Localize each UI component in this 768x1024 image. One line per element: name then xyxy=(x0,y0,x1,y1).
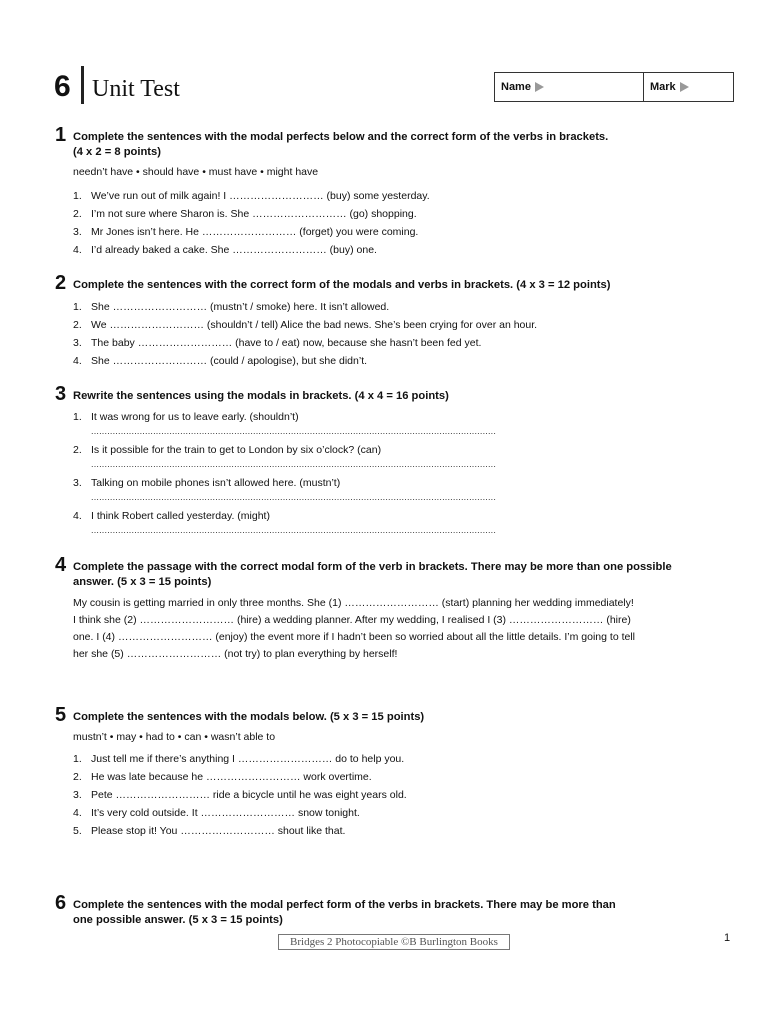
section-6-title xyxy=(73,898,733,928)
answer-line[interactable]: ...................................................................................................................................................... xyxy=(91,426,497,436)
list-item xyxy=(73,187,430,205)
section-3-list xyxy=(73,408,497,540)
item-number: 3. xyxy=(73,477,82,489)
item-number: 4. xyxy=(73,510,82,522)
section-1-list xyxy=(73,187,430,259)
section-6-title-line1: Complete the sentences with the modal perfect form of the verbs in brackets. There may be more than xyxy=(73,899,616,911)
section-1-title-line2: (4 x 2 = 8 points) xyxy=(73,146,161,158)
answer-line[interactable]: ...................................................................................................................................................... xyxy=(91,492,497,502)
item-number: 1. xyxy=(73,753,82,765)
list-item xyxy=(73,316,537,334)
footer-copyright: Bridges 2 Photocopiable ©B Burlington Books xyxy=(278,934,510,950)
item-text: Talking on mobile phones isn’t allowed here. (mustn’t) xyxy=(91,477,341,489)
item-text: I’d already baked a cake. She ……………………… (buy) one. xyxy=(91,244,377,256)
item-number: 2. xyxy=(73,444,82,456)
item-number: 4. xyxy=(73,807,82,819)
section-4-number: 4 xyxy=(55,554,67,576)
list-item xyxy=(73,205,430,223)
section-2-title: Complete the sentences with the correct form of the modals and verbs in brackets. (4 x 3 = 12 points) xyxy=(73,279,611,291)
item-text: We ……………………… (shouldn’t / tell) Alice the bad news. She’s been crying for over an hour. xyxy=(91,319,538,331)
section-4-title-line1: Complete the passage with the correct modal form of the verb in brackets. There may be more than one possible xyxy=(73,561,672,573)
section-2-list xyxy=(73,298,537,370)
list-item xyxy=(73,298,537,316)
section-1-word-box: needn’t have • should have • must have • might have xyxy=(73,166,319,178)
list-item xyxy=(73,474,497,507)
section-3-number: 3 xyxy=(55,383,67,405)
item-number: 2. xyxy=(73,319,82,331)
list-item xyxy=(73,507,497,540)
item-text: Is it possible for the train to get to London by six o’clock? (can) xyxy=(91,444,382,456)
section-1-number: 1 xyxy=(55,124,67,146)
list-item xyxy=(73,750,407,768)
section-6-title-line2: one possible answer. (5 x 3 = 15 points) xyxy=(73,914,283,926)
list-item xyxy=(73,441,497,474)
answer-line[interactable]: ...................................................................................................................................................... xyxy=(91,459,497,469)
item-number: 1. xyxy=(73,411,82,423)
section-5-list xyxy=(73,750,407,840)
item-number: 4. xyxy=(73,244,82,256)
list-item xyxy=(73,334,537,352)
item-number: 3. xyxy=(73,226,82,238)
page-number: 1 xyxy=(724,932,731,944)
passage-line: My cousin is getting married in only three months. She (1) ……………………… (start) planning her wedding immediately! xyxy=(73,597,634,609)
item-number: 1. xyxy=(73,190,82,202)
name-mark-box xyxy=(494,72,734,102)
item-text: It was wrong for us to leave early. (shouldn’t) xyxy=(91,411,299,423)
section-5-word-box: mustn’t • may • had to • can • wasn’t able to xyxy=(73,731,276,743)
section-6-number: 6 xyxy=(55,892,67,914)
page-title: Unit Test xyxy=(92,76,180,102)
item-text: We’ve run out of milk again! I ……………………… (buy) some yesterday. xyxy=(91,190,430,202)
section-4-title xyxy=(73,560,733,590)
list-item xyxy=(73,408,497,441)
section-1-title xyxy=(73,130,733,160)
passage-line: her she (5) ……………………… (not try) to plan everything by herself! xyxy=(73,648,398,660)
item-number: 1. xyxy=(73,301,82,313)
mark-field[interactable] xyxy=(644,73,733,101)
item-text: Pete ……………………… ride a bicycle until he was eight years old. xyxy=(91,789,407,801)
item-number: 3. xyxy=(73,789,82,801)
unit-number: 6 xyxy=(54,70,71,103)
item-text: I’m not sure where Sharon is. She ……………………… (go) shopping. xyxy=(91,208,417,220)
list-item xyxy=(73,223,430,241)
passage-line: I think she (2) ……………………… (hire) a wedding planner. After my wedding, I realised I (3) ……………………… (hire) xyxy=(73,614,631,626)
section-5-title: Complete the sentences with the modals below. (5 x 3 = 15 points) xyxy=(73,711,425,723)
item-number: 4. xyxy=(73,355,82,367)
section-2-number: 2 xyxy=(55,272,67,294)
item-text: It’s very cold outside. It ……………………… snow tonight. xyxy=(91,807,360,819)
list-item xyxy=(73,822,407,840)
list-item xyxy=(73,241,430,259)
item-text: Just tell me if there’s anything I ……………………… do to help you. xyxy=(91,753,405,765)
section-4-passage xyxy=(73,595,713,663)
item-number: 2. xyxy=(73,771,82,783)
arrow-right-icon xyxy=(535,82,544,92)
name-field[interactable] xyxy=(495,73,644,101)
item-number: 2. xyxy=(73,208,82,220)
section-1-title-line1: Complete the sentences with the modal perfects below and the correct form of the verbs in brackets. xyxy=(73,131,609,143)
item-text: She ……………………… (could / apologise), but she didn’t. xyxy=(91,355,368,367)
item-number: 5. xyxy=(73,825,82,837)
answer-line[interactable]: ...................................................................................................................................................... xyxy=(91,525,497,535)
item-text: The baby ……………………… (have to / eat) now, because she hasn’t been fed yet. xyxy=(91,337,482,349)
item-text: Mr Jones isn’t here. He ……………………… (forget) you were coming. xyxy=(91,226,419,238)
title-divider xyxy=(81,66,84,104)
item-text: I think Robert called yesterday. (might) xyxy=(91,510,270,522)
list-item xyxy=(73,804,407,822)
passage-line: one. I (4) ……………………… (enjoy) the event more if I hadn’t been so worried about all the little details. I’m going to tell xyxy=(73,631,636,643)
section-5-number: 5 xyxy=(55,704,67,726)
item-number: 3. xyxy=(73,337,82,349)
section-3-title: Rewrite the sentences using the modals in brackets. (4 x 4 = 16 points) xyxy=(73,390,449,402)
list-item xyxy=(73,768,407,786)
name-label: Name xyxy=(501,81,531,93)
section-4-title-line2: answer. (5 x 3 = 15 points) xyxy=(73,576,212,588)
list-item xyxy=(73,352,537,370)
list-item xyxy=(73,786,407,804)
item-text: He was late because he ……………………… work overtime. xyxy=(91,771,372,783)
item-text: Please stop it! You ……………………… shout like that. xyxy=(91,825,346,837)
item-text: She ……………………… (mustn’t / smoke) here. It isn’t allowed. xyxy=(91,301,390,313)
mark-label: Mark xyxy=(650,81,676,93)
arrow-right-icon xyxy=(680,82,689,92)
